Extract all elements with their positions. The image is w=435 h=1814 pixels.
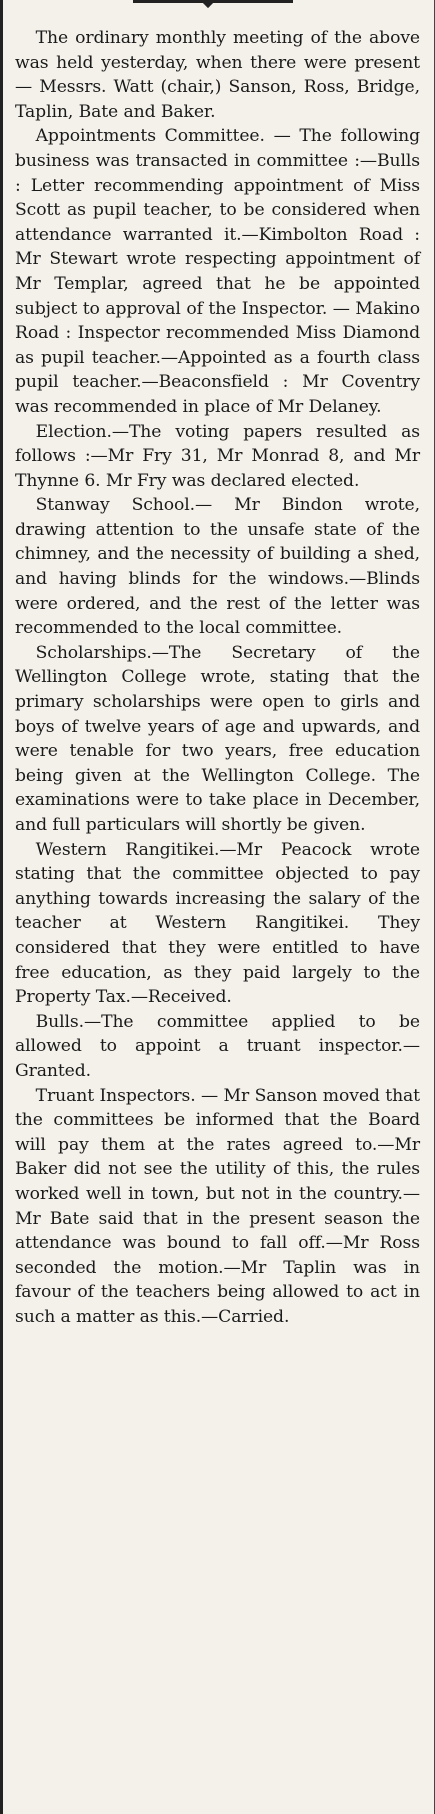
paragraph-scholarships: Scholarships.—The Secretary of the Wellington College wrote, stating that the primary scholarships were open to girls and boys of twelve years of age and upwards, and were tenable for two years, free education being given at the Wellington College. The examinations were to take place in December, and full particulars will shortly be given.: [15, 642, 420, 835]
paragraph-bulls: Bulls.—The committee applied to be allowed to appoint a truant inspector.—Granted.: [15, 1011, 420, 1081]
paragraph-truant-inspectors: Truant Inspectors. — Mr Sanson moved that the committees be informed that the Board will pay them at the rates agreed to.—Mr Baker did not see the utility of this, the rules worked well in town, but not in the country.—Mr Bate said that in the present season the attendance was bound to fall off.—Mr Ross seconded the motion.—Mr Taplin was in favour of the teachers being allowed to act in such a matter as this.—Carried.: [15, 1085, 420, 1327]
paragraph-election: Election.—The voting papers resulted as follows :—Mr Fry 31, Mr Monrad 8, and Mr Thynne 6. Mr Fry was declared elected.: [15, 421, 420, 491]
paragraph-meeting-intro: The ordinary monthly meeting of the above was held yesterday, when there were present — Messrs. Watt (chair,) Sanson, Ross, Bridge, Taplin, Bate and Baker.: [15, 28, 420, 122]
article-body: [15, 26, 420, 1329]
paragraph-appointments-committee: Appointments Committee. — The following business was transacted in committee :—Bulls : Letter recommending appointment of Miss Scott as pupil teacher, to be considered when attendance warranted it.—Kimbolton Road : Mr Stewart wrote respecting appointment of Mr Templar, agreed that he be appointed subject to approval of the Inspector. — Makino Road : Inspector recommended Miss Diamond as pupil teacher.—Appointed as a fourth class pupil teacher.—Beaconsfield : Mr Coventry was recommended in place of Mr Delaney.: [15, 126, 420, 417]
header-ornament: [201, 0, 215, 8]
paragraph-stanway-school: Stanway School.— Mr Bindon wrote, drawing attention to the unsafe state of the chimney, and the necessity of building a shed, and having blinds for the windows.—Blinds were ordered, and the rest of the letter was recommended to the local committee.: [15, 495, 420, 639]
paragraph-western-rangitikei: Western Rangitikei.—Mr Peacock wrote stating that the committee objected to pay anything towards increasing the salary of the teacher at Western Rangitikei. They considered that they were entitled to have free education, as they paid largely to the Property Tax.—Received.: [15, 839, 420, 1008]
